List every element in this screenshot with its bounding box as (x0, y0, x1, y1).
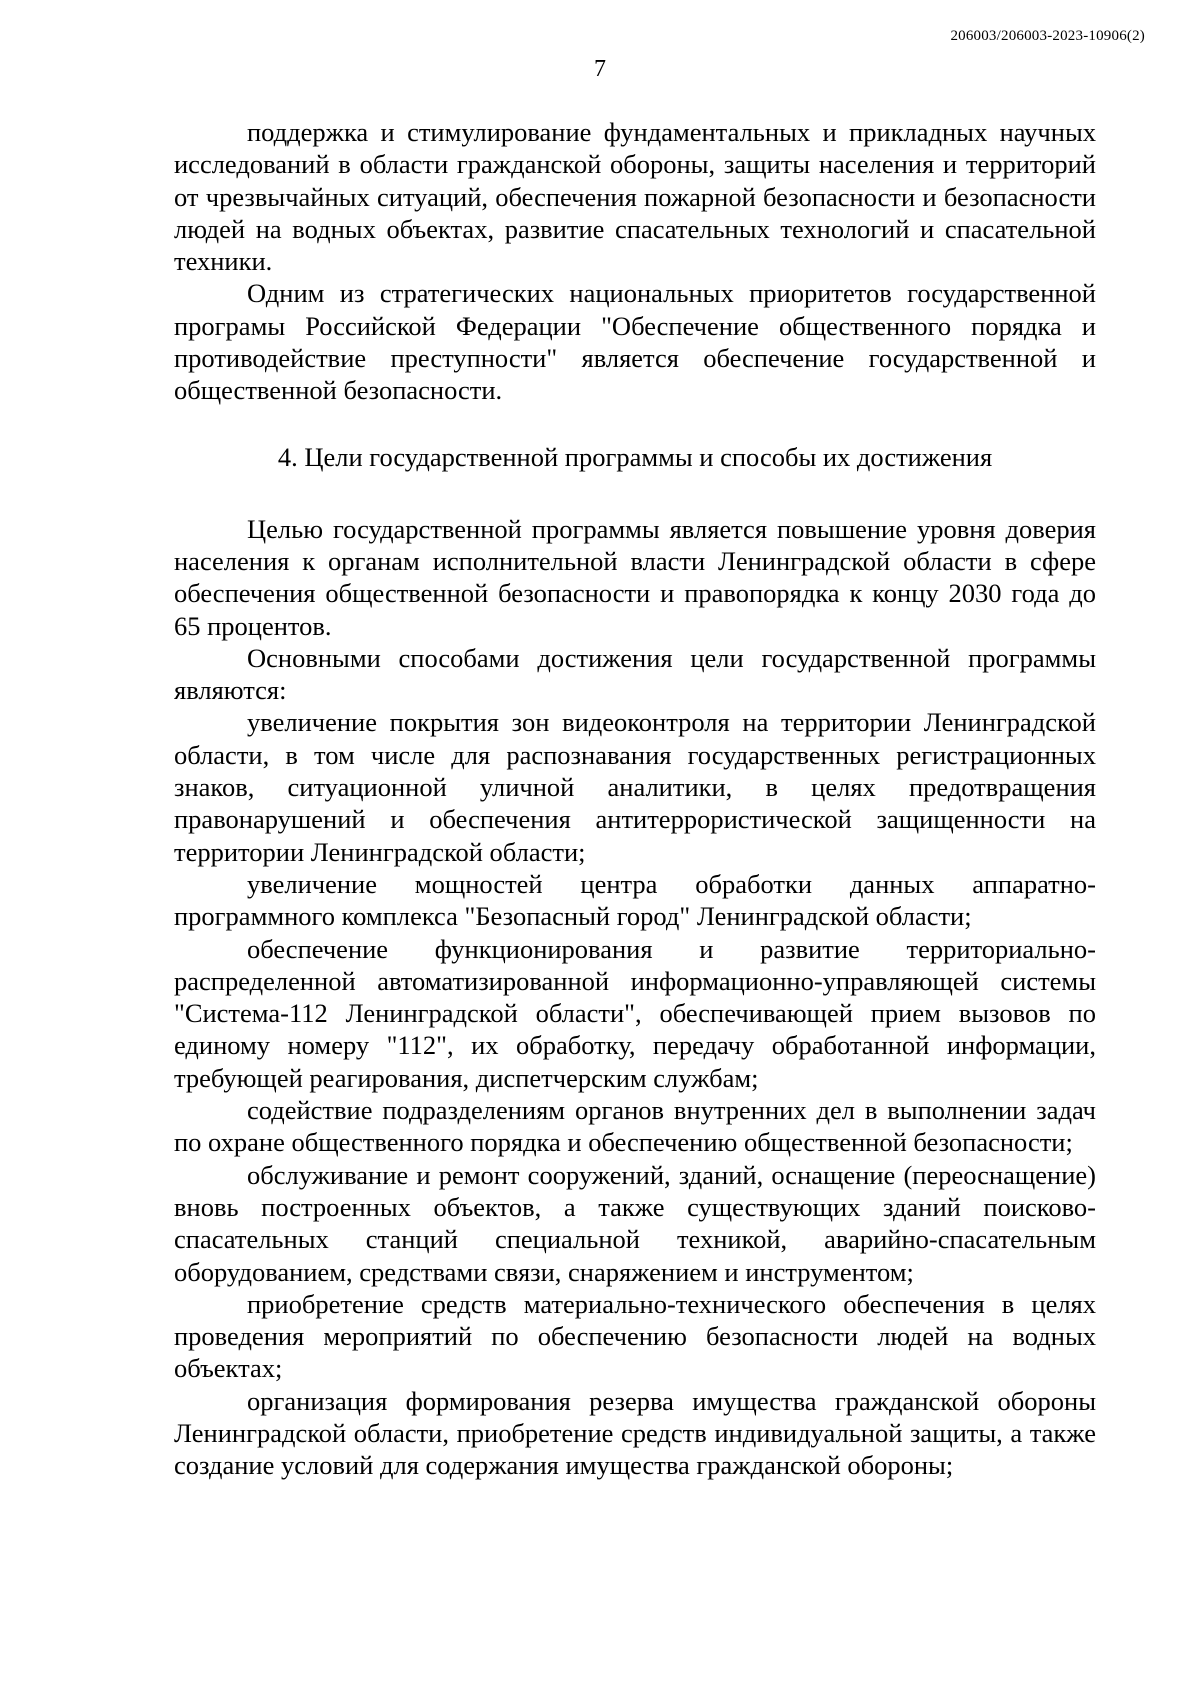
paragraph: Целью государственной программы является повышение уровня доверия населения к органам исполнительной власти Ленинградской области в сфере обеспечения общественной безопасности и правопорядка к концу 2030 года до 65 процентов. (174, 513, 1096, 641)
list-item: увеличение мощностей центра обработки данных аппаратно-программного комплекса "Безопасный город" Ленинградской области; (174, 868, 1096, 932)
paragraph: Одним из стратегических национальных приоритетов государственной програмы Российской Федерации "Обеспечение общественного порядка и противодействие преступности" является обеспечение государственной и общественной безопасности. (174, 278, 1096, 406)
registry-code: 206003/206003-2023-10906(2) (950, 28, 1145, 44)
page-number: 7 (594, 56, 606, 82)
list-item: приобретение средств материально-технического обеспечения в целях проведения мероприятий по обеспечению безопасности людей на водных объектах; (174, 1288, 1096, 1384)
section-heading: 4. Цели государственной программы и способы их достижения (277, 441, 993, 472)
paragraph: поддержка и стимулирование фундаментальных и прикладных научных исследований в области гражданской обороны, защиты населения и территорий от чрезвычайных ситуаций, обеспечения пожарной безопасности и безопасности людей на водных объектах, развитие спасательных технологий и спасательной техники. (174, 117, 1096, 277)
document-body (174, 116, 1096, 1482)
list-item: организация формирования резерва имущества гражданской обороны Ленинградской области, приобретение средств индивидуальной защиты, а также создание условий для содержания имущества гражданской обороны; (174, 1385, 1096, 1481)
paragraph: Основными способами достижения цели государственной программы являются: (174, 642, 1096, 706)
list-item: увеличение покрытия зон видеоконтроля на территории Ленинградской области, в том числе для распознавания государственных регистрационных знаков, ситуационной уличной аналитики, в целях предотвращения правонарушений и обеспечения антитеррористической защищенности на территории Ленинградской области; (174, 707, 1096, 867)
list-item: обслуживание и ремонт сооружений, зданий, оснащение (переоснащение) вновь построенных объектов, а также существующих зданий поисково-спасательных станций специальной техникой, аварийно-спасательным оборудованием, средствами связи, снаряжением и инструментом; (174, 1159, 1096, 1287)
list-item: обеспечение функционирования и развитие территориально-распределенной автоматизированной информационно-управляющей системы "Система-112 Ленинградской области", обеспечивающей прием вызовов по единому номеру "112", их обработку, передачу обработанной информации, требующей реагирования, диспетчерским службам; (174, 933, 1096, 1093)
list-item: содействие подразделениям органов внутренних дел в выполнении задач по охране общественного порядка и обеспечению общественной безопасности; (174, 1095, 1096, 1158)
